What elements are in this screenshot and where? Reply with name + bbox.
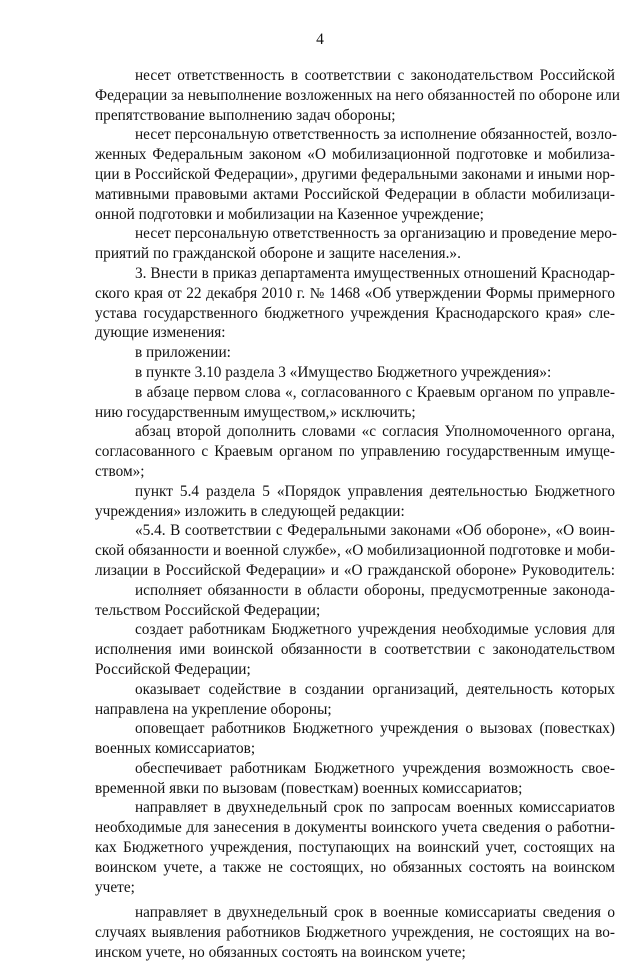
text-line: в пункте 3.10 раздела 3 «Имущество Бюджетного учреждения»: [135,363,552,381]
text-line: Российской Федерации; [95,660,251,678]
text-line: обеспечивает работникам Бюджетного учреждения возможность свое- [135,759,615,777]
text-line: женных Федеральным законом «О мобилизационной подготовке и мобилиза- [95,146,615,164]
text-line: в приложении: [135,344,231,362]
text-line: направлена на укрепление обороны; [95,700,332,718]
text-line: оповещает работников Бюджетного учреждения о вызовах (повестках) [135,720,615,738]
text-line: исполняет обязанности в области обороны, предусмотренные законода- [135,581,615,599]
text-line: согласованного с Краевым органом по управлению государственным имуще- [95,443,615,461]
text-line: устава государственного бюджетного учреждения Краснодарского края» сле- [95,304,615,322]
text-line: абзац второй дополнить словами «с согласия Уполномоченного органа, [135,423,615,441]
text-line: препятствование выполнению задач обороны; [95,106,396,124]
text-line: приятий по гражданской обороне и защите населения.». [95,245,461,263]
text-line: «5.4. В соответствии с Федеральными законами «Об обороне», «О воин- [135,522,615,540]
text-line: 3. Внести в приказ департамента имущественных отношений Краснодар- [135,264,615,282]
text-line: ской обязанности и военной службе», «О мобилизационной подготовке и моби- [95,542,616,560]
text-line: оказывает содействие в создании организаций, деятельность которых [135,680,615,698]
text-line: Федерации за невыполнение возложенных на него обязанностей по обороне или [95,86,620,104]
text-line: ством»; [95,462,145,480]
text-line: военных комиссариатов; [95,740,256,758]
text-line: онной подготовки и мобилизации на Казенное учреждение; [95,205,484,223]
text-line: случаях выявления работников Бюджетного учреждения, не состоящих на во- [95,924,615,942]
text-line: несет ответственность в соответствии с законодательством Российской [135,67,615,84]
text-line: мативными правовыми актами Российской Федерации в области мобилизаци- [95,185,615,203]
text-line: дующие изменения: [95,324,226,342]
page-number: 4 [316,31,324,48]
text-line: тельством Российской Федерации; [95,601,321,619]
text-line: ского края от 22 декабря 2010 г. № 1468 «Об утверждении Формы примерного [95,284,615,302]
text-line: учреждения» изложить в следующей редакции: [95,502,405,520]
text-line: нию государственным имуществом,» исключить; [95,403,416,421]
document-body [95,66,620,963]
text-line: создает работникам Бюджетного учреждения необходимые условия для [135,621,615,639]
text-line: несет персональную ответственность за исполнение обязанностей, возло- [135,126,617,144]
text-line: необходимые для занесения в документы воинского учета сведения о работни- [95,819,615,837]
text-line: воинском учете, а также не состоящих, но обязанных состоять на воинском [95,858,615,876]
text-line: временной явки по вызовам (повесткам) военных комиссариатов; [95,779,523,797]
text-line: направляет в двухнедельный срок по запросам военных комиссариатов [135,799,615,817]
text-line: несет персональную ответственность за организацию и проведение меро- [135,225,617,243]
text-line: ции в Российской Федерации», другими федеральными законами и иными нор- [95,165,615,183]
text-line: учете; [95,878,135,896]
text-line: в абзаце первом слова «, согласованного с Краевым органом по управле- [135,383,615,401]
text-line: инском учете, но обязанных состоять на воинском учете; [95,944,466,962]
text-line: пункт 5.4 раздела 5 «Порядок управления деятельностью Бюджетного [135,482,615,500]
text-line: ках Бюджетного учреждения, поступающих на воинский учет, состоящих на [95,839,615,857]
text-line: направляет в двухнедельный срок в военные комиссариаты сведения о [135,904,615,922]
text-line: лизации в Российской Федерации» и «О гражданской обороне» Руководитель: [95,561,615,579]
text-line: исполнения ими воинской обязанности в соответствии с законодательством [95,641,615,659]
